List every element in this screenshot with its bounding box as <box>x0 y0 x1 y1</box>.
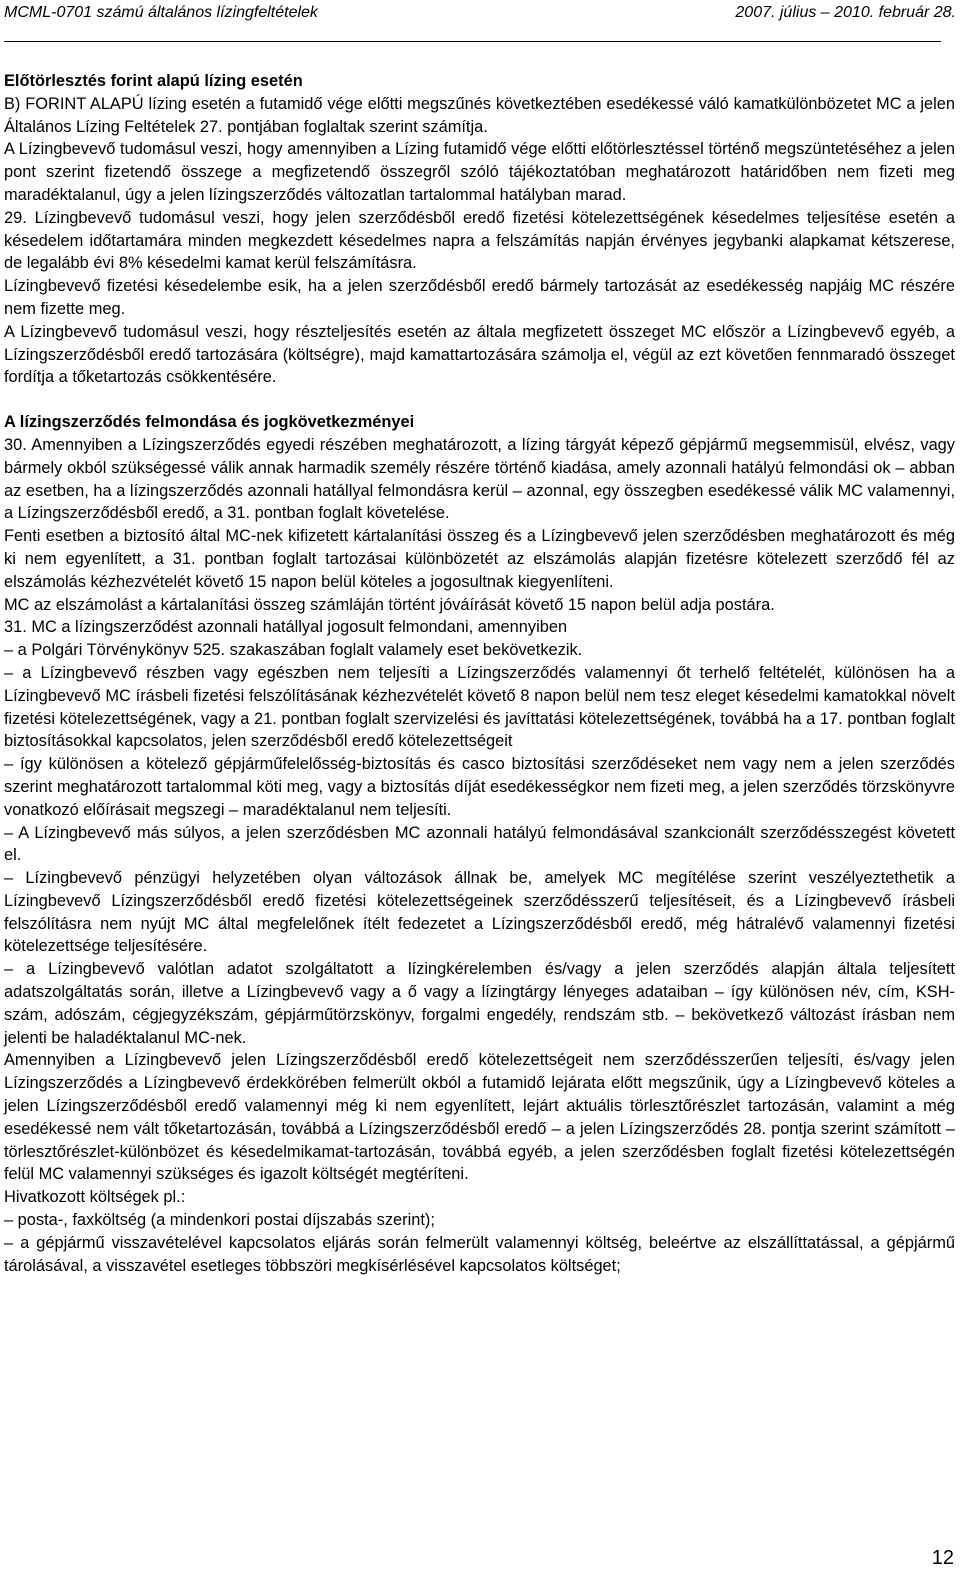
header-divider <box>4 41 941 42</box>
paragraph: MC az elszámolást a kártalanítási összeg számláján történt jóváírását követő 15 napon belül adja postára. <box>4 595 775 614</box>
paragraph: 31. MC a lízingszerződést azonnali hatállyal jogosult felmondani, amennyiben <box>4 618 568 637</box>
paragraph: B) FORINT ALAPÚ lízing esetén a futamidő vége előtti megszűnés következtében esedékessé váló kamatkülönbözetet MC a jelen Általános Lízing Feltételek 27. pontjában foglaltak szerint számítja. <box>4 94 955 136</box>
paragraph: Hivatkozott költségek pl.: <box>4 1188 186 1207</box>
header-document-title: MCML-0701 számú általános lízingfeltételek <box>4 4 318 21</box>
list-item: – a Polgári Törvénykönyv 525. szakaszában foglalt valamely eset bekövetkezik. <box>4 641 583 660</box>
paragraph: A Lízingbevevő tudomásul veszi, hogy részteljesítés esetén az általa megfizetett összeget MC először a Lízingbevevő egyéb, a Lízingszerződésből eredő tartozására (költségre), majd kamattartozására számolja el, végül az ezt követően fennmaradó összeget fordítja a tőketartozás csökkentésére. <box>4 322 955 387</box>
document-body <box>4 70 955 1277</box>
paragraph: Amennyiben a Lízingbevevő jelen Lízingszerződésből eredő kötelezettségeit nem szerződésszerűen teljesíti, és/vagy jelen Lízingszerződés a Lízingbevevő érdekkörében felmerült okból a futamidő lejárata előtt megszűnik, úgy a Lízingbevevő köteles a jelen Lízingszerződésből eredő valamennyi még ki nem egyenlített, lejárt aktuális törlesztőrészlet tartozásán, valamint a még esedékessé nem vált tőketartozásán, továbbá a Lízingszerződésből eredő – a jelen Lízingszerződés 28. pontja szerint számított – törlesztőrészlet-különbözet és késedelmikamat-tartozásán, továbbá egyéb, a jelen szerződésben foglalt fizetési kötelezettségén felül MC valamennyi szükséges és igazolt költségét megtéríteni. <box>4 1051 955 1184</box>
list-item: – A Lízingbevevő más súlyos, a jelen szerződésben MC azonnali hatályú felmondásával szankcionált szerződésszegést követett el. <box>4 823 955 865</box>
list-item: – Lízingbevevő pénzügyi helyzetében olyan változások állnak be, amelyek MC megítélése szerint veszélyeztethetik a Lízingbevevő Lízingszerződésből eredő fizetési kötelezettségeinek szerződésszerű teljesítéseit, és a Lízingbevevő írásbeli felszólításra nem nyújt MC által megfelelőnek ítélt fedezetet a Lízingszerződésből eredő, még hátralévő valamennyi fizetési kötelezettsége teljesítésére. <box>4 869 955 956</box>
list-item: – a Lízingbevevő részben vagy egészben nem teljesíti a Lízingszerződés valamennyi őt terhelő feltételét, különösen ha a Lízingbevevő MC írásbeli fizetési felszólításának kézhezvételét követő 8 napon belül nem tesz eleget késedelmi kamatokkal növelt fizetési kötelezettségének, vagy a 21. pontban foglalt szervizelési és javíttatási kötelezettségének, továbbá ha a 17. pontban foglalt biztosításokkal kapcsolatos, jelen szerződésből eredő kötelezettségeit <box>4 663 955 751</box>
paragraph: Lízingbevevő fizetési késedelembe esik, ha a jelen szerződésből eredő bármely tartozását az esedékesség napjáig MC részére nem fizette meg. <box>4 277 955 318</box>
list-item: – így különösen a kötelező gépjárműfelelősség-biztosítás és casco biztosítási szerződéseket nem vagy nem a jelen szerződés szerint meghatározott tartalommal köti meg, vagy a biztosítás díját esedékességkor nem fizeti meg, a jelen szerződés törzskönyvre vonatkozó előírásait megszegi – maradéktalanul nem teljesíti. <box>4 755 955 819</box>
header-date-range: 2007. július – 2010. február 28. <box>735 4 956 21</box>
paragraph: A Lízingbevevő tudomásul veszi, hogy amennyiben a Lízing futamidő vége előtti előtörlesztéssel történő megszüntetéséhez a jelen pont szerint fizetendő összege a megfizetendő összegről szóló tájékoztatóban meghatározott határidőben nem fizeti meg maradéktalanul, úgy a jelen lízingszerződés változatlan tartalommal hatályban marad. <box>4 140 955 204</box>
section-heading-termination: A lízingszerződés felmondása és jogkövetkezményei <box>4 413 415 432</box>
paragraph: Fenti esetben a biztosító által MC-nek kifizetett kártalanítási összeg és a Lízingbevevő jelen szerződésben meghatározott és még ki nem egyenlített, a 31. pontban foglalt tartozásai különbözetét az elszámolás alapján fizetésre kötelezett szerződő fél az elszámolás kézhezvételét követő 15 napon belül köteles a jogosultnak kiegyenlíteni. <box>4 527 955 591</box>
page-header <box>4 4 956 26</box>
page-number: 12 <box>931 1547 954 1569</box>
paragraph: 29. Lízingbevevő tudomásul veszi, hogy jelen szerződésből eredő fizetési kötelezettségének késedelmes teljesítése esetén a késedelem időtartamára minden megkezdett késedelmes napra a felszámítás napján érvényes jegybanki alapkamat kétszerese, de legalább évi 8% késedelmi kamat kerül felszámításra. <box>4 208 955 273</box>
section-heading-prepayment: Előtörlesztés forint alapú lízing esetén <box>4 72 303 90</box>
list-item: – a Lízingbevevő valótlan adatot szolgáltatott a lízingkérelemben és/vagy a jelen szerződés alapján általa teljesített adatszolgáltatás során, illetve a Lízingbevevő vagy a ő vagy a lízingtárgy lényeges adataiban – így különösen név, cím, KSH-szám, adószám, cégjegyzékszám, gépjárműtörzskönyv, forgalmi engedély, rendszám stb. – bekövetkező változást írásban nem jelenti be haladéktalanul MC-nek. <box>4 960 955 1047</box>
list-item: – a gépjármű visszavételével kapcsolatos eljárás során felmerült valamennyi költség, beleértve az elszállíttatással, a gépjármű tárolásával, a visszavétel esetleges többszöri megkísérlésével kapcsolatos költséget; <box>4 1233 955 1275</box>
paragraph: 30. Amennyiben a Lízingszerződés egyedi részében meghatározott, a lízing tárgyát képező gépjármű megsemmisül, elvész, vagy bármely okból szükségessé válik annak harmadik személy részére történő kiadása, amely azonnali hatályú felmondási ok – abban az esetben, ha a lízingszerződés azonnali hatállyal felmondásra kerül – azonnal, egy összegben esedékessé válik MC valamennyi, a Lízingszerződésből eredő, a 31. pontban foglalt követelése. <box>4 435 955 523</box>
list-item: – posta-, faxköltség (a mindenkori postai díjszabás szerint); <box>4 1211 435 1230</box>
